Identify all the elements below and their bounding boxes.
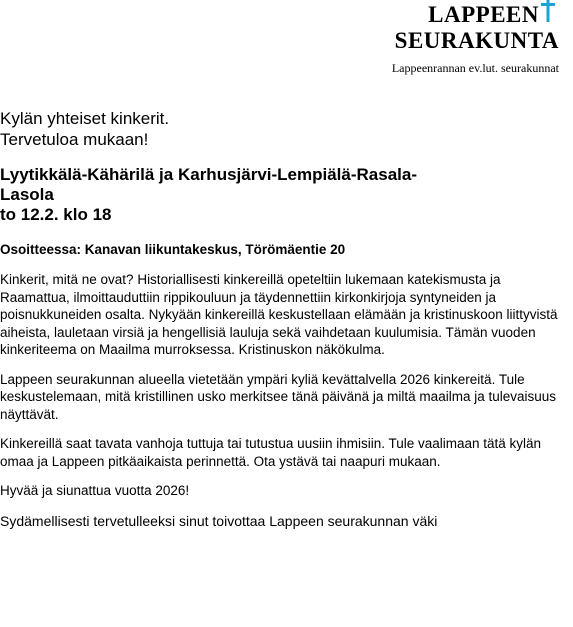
paragraph-what-are-kinkerit: Kinkerit, mitä ne ovat? Historiallisesti kinkereillä opeteltiin lukemaan katekismusta ja Raamattua, ilmoittauduttiin rippikouluun ja täydennettiin kirkonkirjoja syntyneiden ja poisnukkuneiden osalta. Nykyään kinkereillä keskustellaan elämään ja kristinuskoon liittyvistä aiheista, lauletaan virsiä ja hengellisiä lauluja sekä vaihdetaan kuulumisia. Tämän vuoden kinkeriteema on Maailma murroksessa. Kristinuskon näkökulma. — [0, 272, 558, 357]
cross-icon — [539, 0, 557, 22]
event-address: Osoitteessa: Kanavan liikuntakeskus, Törömäentie 20 — [0, 242, 346, 257]
intro-line-2: Tervetuloa mukaan! — [0, 130, 149, 149]
logo-line-1 — [299, 2, 559, 28]
logo-text-lappeen: LAPPEEN — [428, 2, 539, 27]
event-title-line-1: Lyytikkälä-Kähärilä ja Karhusjärvi-Lempiälä-Rasala- — [0, 165, 417, 184]
intro-line-1: Kylän yhteiset kinkerit. — [0, 109, 170, 128]
logo-text-seurakunta: SEURAKUNTA — [394, 28, 559, 53]
document-body — [0, 108, 560, 530]
event-date: to 12.2. klo 18 — [0, 205, 112, 224]
paragraph-invitation: Lappeen seurakunnan alueella vietetään ympäri kyliä kevättalvella 2026 kinkereitä. Tule keskustelemaan, mitä kristillinen usko merkitsee tänä päivänä ja miltä maailma ja tulevaisuus näyttävät. — [0, 371, 556, 422]
logo-subtitle: Lappeenrannan ev.lut. seurakunnat — [391, 61, 559, 75]
event-title — [0, 165, 560, 225]
paragraph-new-year-wish: Hyvää ja siunattua vuotta 2026! — [0, 483, 190, 498]
paragraph-meet-people: Kinkereillä saat tavata vanhoja tuttuja tai tutustua uusiin ihmisiin. Tule vaalimaan tätä kylän omaa ja Lappeen pitkäaikaista perinnettä. Ota ystävä tai naapuri mukaan. — [0, 436, 542, 469]
parish-logo — [299, 2, 559, 76]
event-title-line-2: Lasola — [0, 185, 54, 204]
closing-greeting: Sydämellisesti tervetulleeksi sinut toivottaa Lappeen seurakunnan väki — [0, 512, 438, 529]
